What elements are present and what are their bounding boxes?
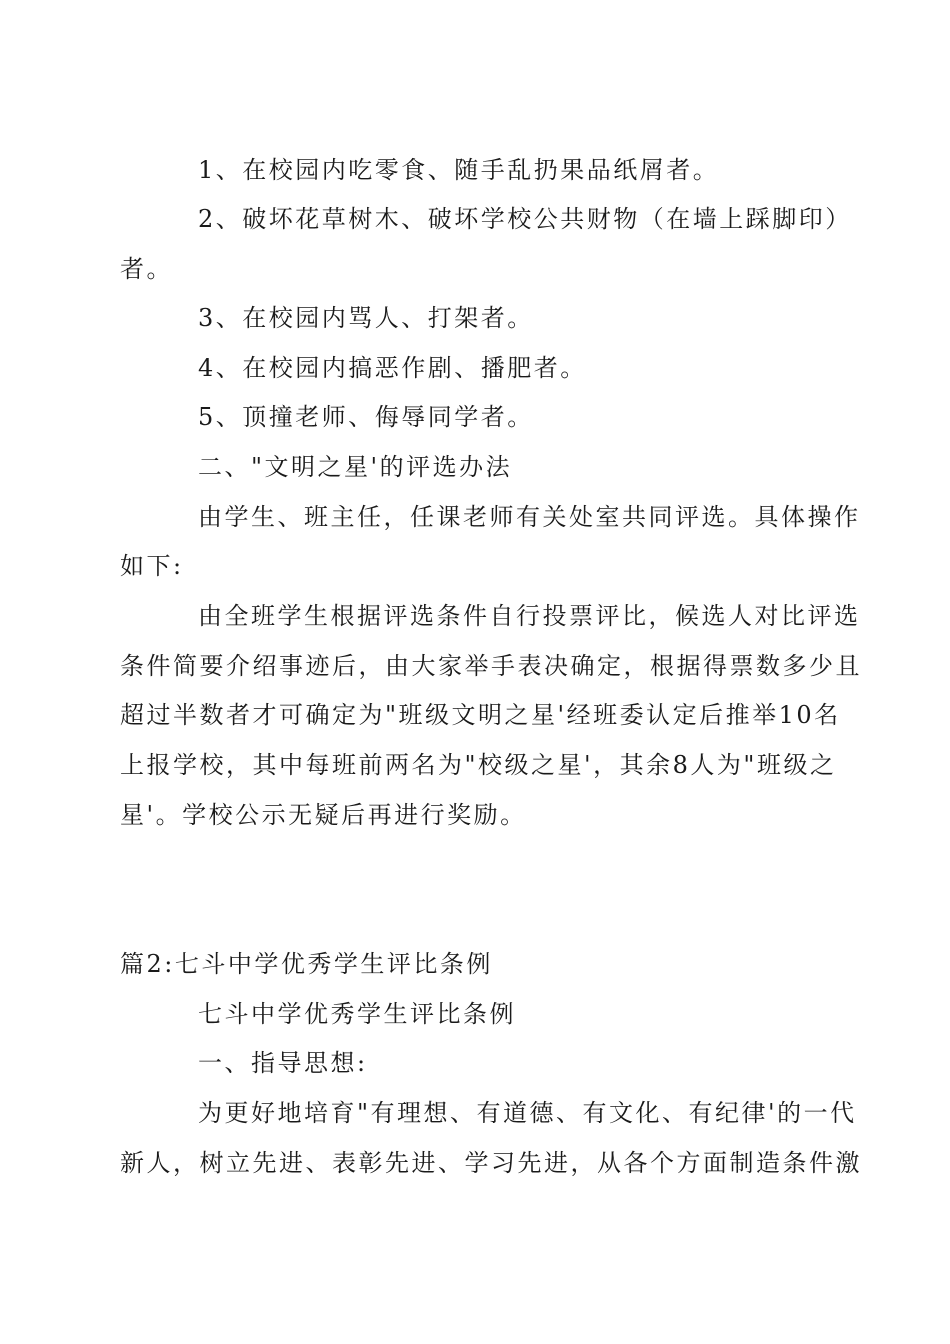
rule-item-3: 3、在校园内骂人、打架者。 (198, 304, 534, 332)
paragraph-line: 上报学校，其中每班前两名为"校级之星'，其余8人为"班级之 (120, 751, 837, 779)
paragraph-line: 如下: (120, 552, 184, 580)
document-title: 七斗中学优秀学生评比条例 (198, 1000, 516, 1028)
paragraph-line: 新人，树立先进、表彰先进、学习先进，从各个方面制造条件激 (120, 1149, 862, 1177)
section-heading: 二、"文明之星'的评选办法 (198, 453, 513, 481)
paragraph-line: 超过半数者才可确定为"班级文明之星'经班委认定后推举10名 (120, 701, 841, 729)
paragraph-line: 由全班学生根据评选条件自行投票评比，候选人对比评选 (198, 602, 861, 630)
paragraph-line: 星'。学校公示无疑后再进行奖励。 (120, 801, 527, 829)
paragraph-line: 由学生、班主任，任课老师有关处室共同评选。具体操作 (198, 503, 861, 531)
rule-item-2: 2、破坏花草树木、破坏学校公共财物（在墙上踩脚印） (198, 205, 852, 233)
rule-item-4: 4、在校园内搞恶作剧、播肥者。 (198, 354, 587, 382)
rule-item-1: 1、在校园内吃零食、随手乱扔果品纸屑者。 (198, 156, 720, 184)
rule-item-5: 5、顶撞老师、侮辱同学者。 (198, 403, 534, 431)
paragraph-line: 为更好地培育"有理想、有道德、有文化、有纪律'的一代 (198, 1099, 857, 1127)
section-heading: 一、指导思想: (198, 1049, 368, 1077)
rule-item-2-cont: 者。 (120, 255, 173, 283)
paragraph-line: 条件简要介绍事迹后，由大家举手表决确定，根据得票数多少且 (120, 652, 862, 680)
chapter-title: 篇2:七斗中学优秀学生评比条例 (120, 950, 493, 978)
